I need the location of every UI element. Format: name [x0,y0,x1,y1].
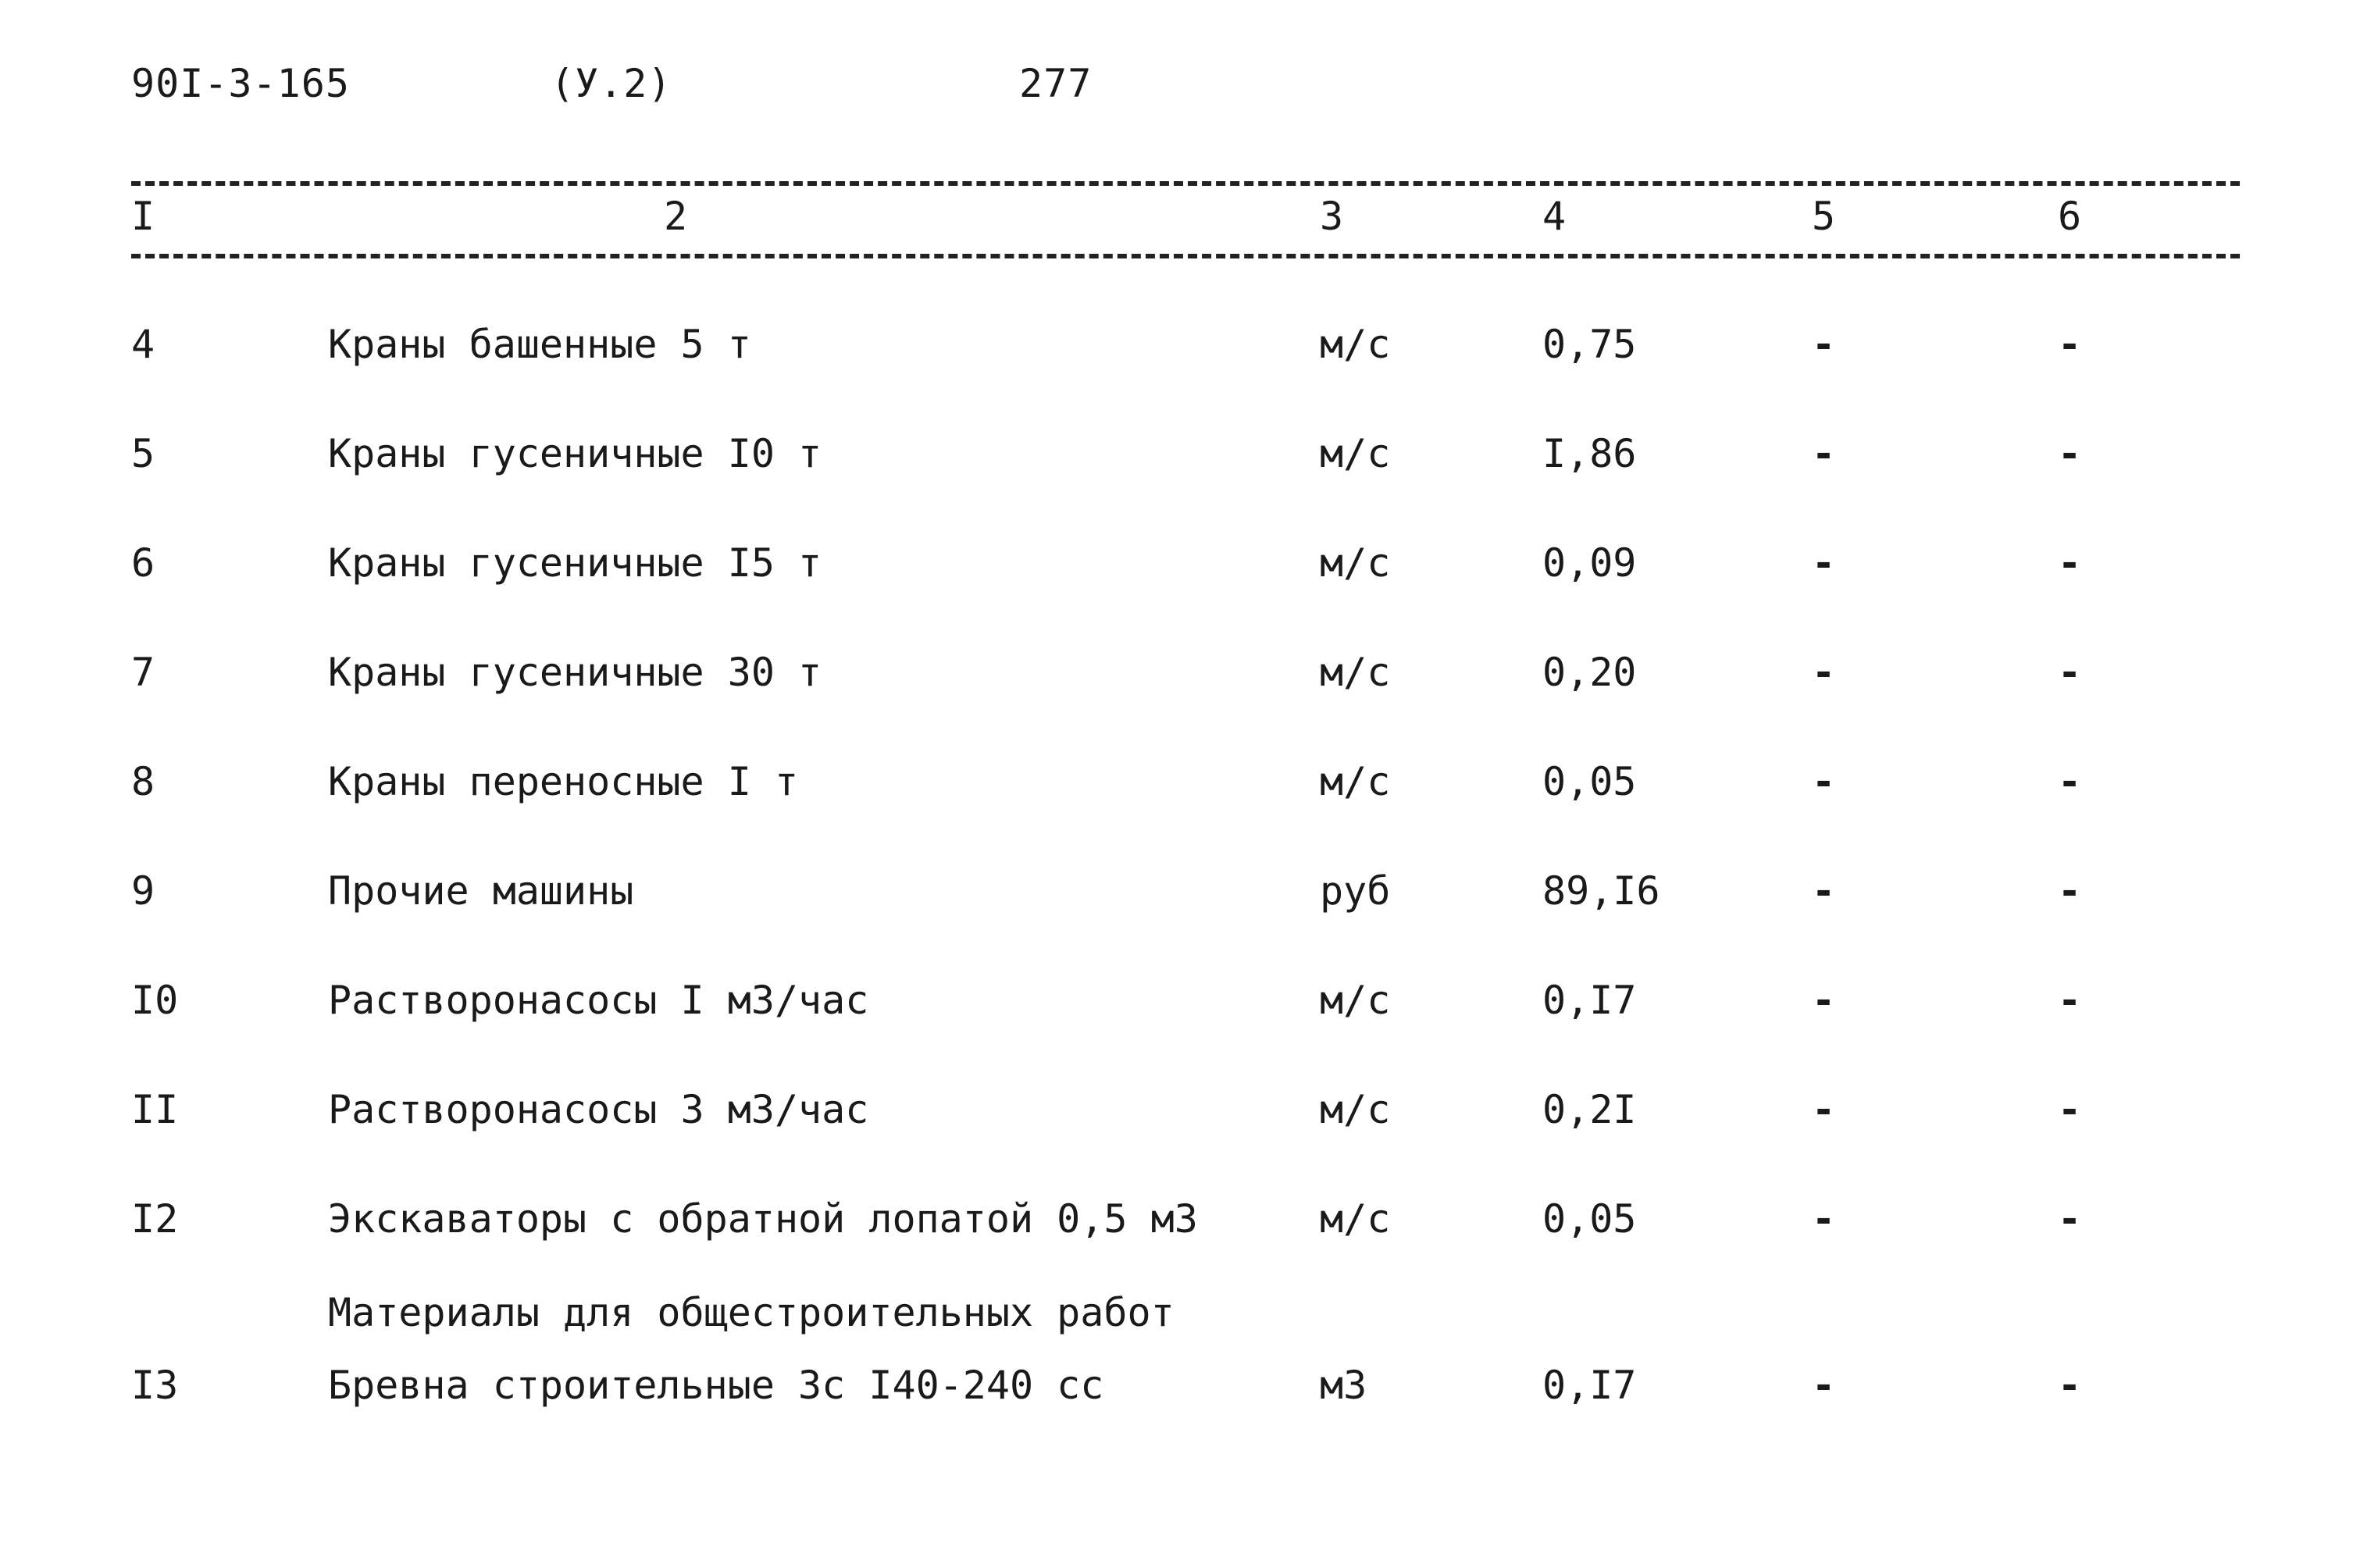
row-unit: м/с [1320,759,1391,804]
row-unit: м3 [1320,1363,1367,1408]
header-rule-bottom [131,254,2240,258]
row-value: 0,05 [1542,759,1637,804]
row-name: Растворонасосы 3 м3/час [328,1087,869,1132]
row-unit: м/с [1320,1196,1391,1242]
row-name: Краны башенные 5 т [328,322,751,367]
row-unit: м/с [1320,540,1391,586]
row-col5: - [1812,978,1836,1023]
row-col6: - [2058,1087,2082,1132]
column-header-5: 5 [1812,194,1836,239]
header-rule-top [131,181,2240,186]
row-number: I0 [131,978,179,1023]
row-name: Краны гусеничные I5 т [328,540,822,586]
row-unit: руб [1320,868,1391,914]
row-col5: - [1812,1363,1836,1408]
row-value: 0,05 [1542,1196,1637,1242]
row-number: 6 [131,540,155,586]
row-name: Экскаваторы с обратной лопатой 0,5 м3 [328,1196,1198,1242]
row-unit: м/с [1320,978,1391,1023]
column-header-3: 3 [1320,194,1344,239]
row-name: Краны гусеничные I0 т [328,431,822,476]
row-col6: - [2058,759,2082,804]
row-value: 0,I7 [1542,1363,1637,1408]
row-col6: - [2058,540,2082,586]
row-value: 0,2I [1542,1087,1637,1132]
document-code: 90I-3-165 [131,61,350,106]
row-col6: - [2058,868,2082,914]
row-unit: м/с [1320,650,1391,695]
row-number: 9 [131,868,155,914]
row-number: 8 [131,759,155,804]
row-name: Прочие машины [328,868,634,914]
row-col5: - [1812,1087,1836,1132]
row-value: 0,75 [1542,322,1637,367]
row-col5: - [1812,322,1836,367]
row-col6: - [2058,1363,2082,1408]
row-col6: - [2058,650,2082,695]
column-header-4: 4 [1542,194,1567,239]
row-value: 0,20 [1542,650,1637,695]
row-col6: - [2058,978,2082,1023]
row-col5: - [1812,1196,1836,1242]
row-value: 0,09 [1542,540,1637,586]
row-number: 4 [131,322,155,367]
row-name: Бревна строительные 3с I40-240 сс [328,1363,1104,1408]
row-col5: - [1812,540,1836,586]
row-number: 7 [131,650,155,695]
row-number: I2 [131,1196,179,1242]
row-value: 0,I7 [1542,978,1637,1023]
column-header-1: I [131,194,155,239]
row-col5: - [1812,868,1836,914]
page-number: 277 [1019,61,1093,106]
column-header-6: 6 [2058,194,2082,239]
row-col5: - [1812,650,1836,695]
column-header-2: 2 [664,194,688,239]
row-unit: м/с [1320,322,1391,367]
row-unit: м/с [1320,431,1391,476]
row-number: II [131,1087,179,1132]
row-name: Краны гусеничные 30 т [328,650,822,695]
row-value: 89,I6 [1542,868,1660,914]
row-value: I,86 [1542,431,1637,476]
row-col6: - [2058,431,2082,476]
row-col5: - [1812,431,1836,476]
row-name: Краны переносные I т [328,759,799,804]
row-number: I3 [131,1363,179,1408]
row-number: 5 [131,431,155,476]
section-subheading: Материалы для общестроительных работ [328,1290,1175,1335]
row-col6: - [2058,1196,2082,1242]
row-col5: - [1812,759,1836,804]
row-name: Растворонасосы I м3/час [328,978,869,1023]
row-col6: - [2058,322,2082,367]
document-section: (У.2) [551,61,672,106]
row-unit: м/с [1320,1087,1391,1132]
